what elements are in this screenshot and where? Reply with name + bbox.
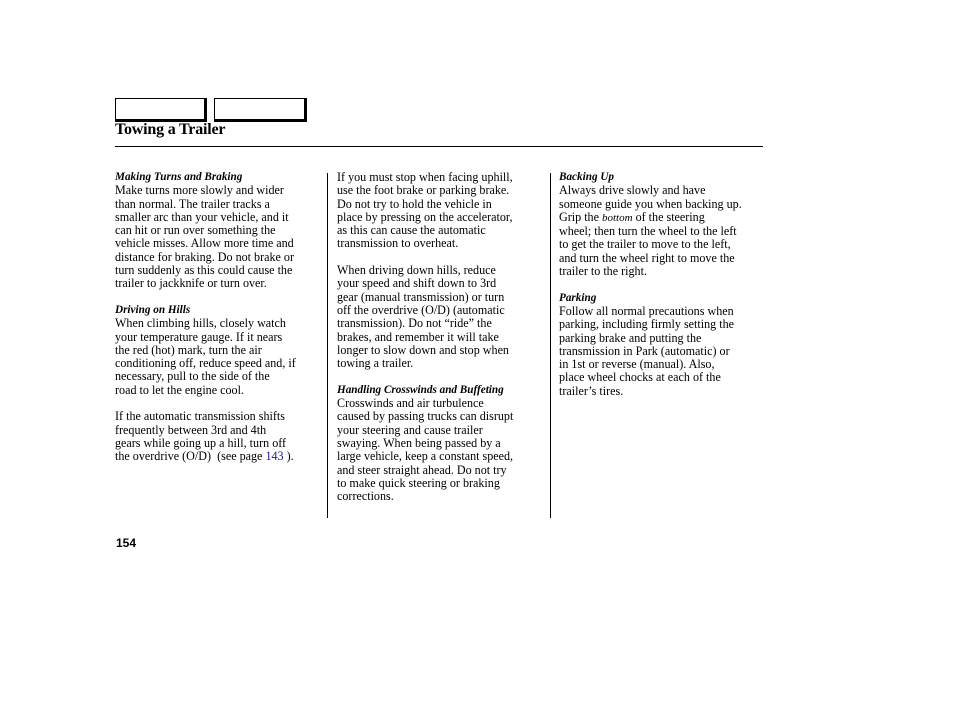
text-line: conditioning off, reduce speed and, if: [115, 356, 296, 371]
text-column-2: [337, 171, 545, 503]
nav-tab-box[interactable]: [115, 98, 207, 122]
text-line: Make turns more slowly and wider: [115, 183, 284, 198]
text-line: off the overdrive (O/D) (automatic: [337, 302, 505, 317]
text-line: towing a trailer.: [337, 356, 414, 371]
emphasis-text: bottom: [602, 211, 633, 224]
text-line: When climbing hills, closely watch: [115, 316, 286, 331]
text-line: corrections.: [337, 489, 394, 504]
text-line: place wheel chocks at each of the: [559, 370, 721, 385]
text-line: place by pressing on the accelerator,: [337, 209, 513, 224]
text-line: necessary, pull to the side of the: [115, 369, 270, 384]
text-line: distance for braking. Do not brake or: [115, 249, 294, 264]
text-line: transmission in Park (automatic) or: [559, 343, 730, 358]
text-line: brakes, and remember it will take: [337, 329, 499, 344]
text-line: caused by passing trucks can disrupt: [337, 409, 514, 424]
text-span: of the steering: [632, 209, 705, 224]
title-rule: [115, 146, 763, 147]
text-line: parking brake and putting the: [559, 330, 702, 345]
text-line: transmission to overheat.: [337, 236, 459, 251]
text-line: longer to slow down and stop when: [337, 342, 509, 357]
text-line: Always drive slowly and have: [559, 183, 706, 198]
text-line: as this can cause the automatic: [337, 223, 486, 238]
text-line: your steering and cause trailer: [337, 422, 483, 437]
text-line: parking, including firmly setting the: [559, 317, 734, 332]
text-line: and steer straight ahead. Do not try: [337, 462, 507, 477]
text-line: Follow all normal precautions when: [559, 303, 734, 318]
text-span: ).: [283, 449, 294, 464]
text-line: Do not try to hold the vehicle in: [337, 196, 492, 211]
subheading: Handling Crosswinds and Buffeting: [337, 383, 504, 396]
text-line: swaying. When being passed by a: [337, 435, 501, 450]
text-line: vehicle misses. Allow more time and: [115, 236, 294, 251]
text-line: your temperature gauge. If it nears: [115, 329, 283, 344]
text-line: wheel; then turn the wheel to the left: [559, 224, 737, 239]
text-line: your speed and shift down to 3rd: [337, 276, 497, 291]
subheading: Backing Up: [559, 171, 615, 183]
text-line: than normal. The trailer tracks a: [115, 196, 270, 211]
text-line: trailer to the right.: [559, 264, 647, 279]
text-line: If you must stop when facing uphill,: [337, 170, 513, 184]
text-line: to get the trailer to move to the left,: [559, 237, 731, 252]
text-line: Crosswinds and air turbulence: [337, 396, 484, 411]
text-span: Grip the: [559, 209, 602, 224]
page-reference-link[interactable]: 143: [265, 449, 284, 464]
text-line: gear (manual transmission) or turn: [337, 289, 505, 304]
text-line: the red (hot) mark, turn the air: [115, 342, 262, 357]
subheading: Making Turns and Braking: [115, 171, 243, 183]
text-line: use the foot brake or parking brake.: [337, 183, 510, 198]
text-line: turn suddenly as this could cause the: [115, 263, 293, 278]
nav-tab-box[interactable]: [214, 98, 307, 122]
text-line: If the automatic transmission shifts: [115, 409, 285, 424]
text-line: When driving down hills, reduce: [337, 263, 496, 278]
text-line: [115, 450, 323, 463]
text-line: to make quick steering or braking: [337, 475, 500, 490]
text-line: trailer to jackknife or turn over.: [115, 276, 267, 291]
text-line: someone guide you when backing up.: [559, 196, 742, 211]
text-line: trailer’s tires.: [559, 383, 624, 398]
text-line: can hit or run over something the: [115, 223, 276, 238]
text-line: in 1st or reverse (manual). Also,: [559, 357, 715, 372]
page-number: 154: [116, 536, 137, 550]
section-title: Towing a Trailer: [115, 121, 226, 138]
text-column-1: [115, 171, 323, 464]
subheading: Parking: [559, 291, 597, 304]
text-line: road to let the engine cool.: [115, 382, 244, 397]
text-line: frequently between 3rd and 4th: [115, 422, 267, 437]
subheading: Driving on Hills: [115, 303, 191, 316]
column-divider: [327, 173, 328, 518]
text-span: the overdrive (O/D) (see page: [115, 449, 266, 464]
text-line: [559, 211, 765, 225]
text-line: smaller arc than your vehicle, and it: [115, 209, 289, 224]
text-column-3: [559, 171, 765, 398]
text-line: transmission). Do not “ride” the: [337, 316, 492, 331]
text-line: and turn the wheel right to move the: [559, 250, 735, 265]
text-line: large vehicle, keep a constant speed,: [337, 449, 514, 464]
column-divider: [550, 173, 551, 518]
text-line: gears while going up a hill, turn off: [115, 435, 287, 450]
